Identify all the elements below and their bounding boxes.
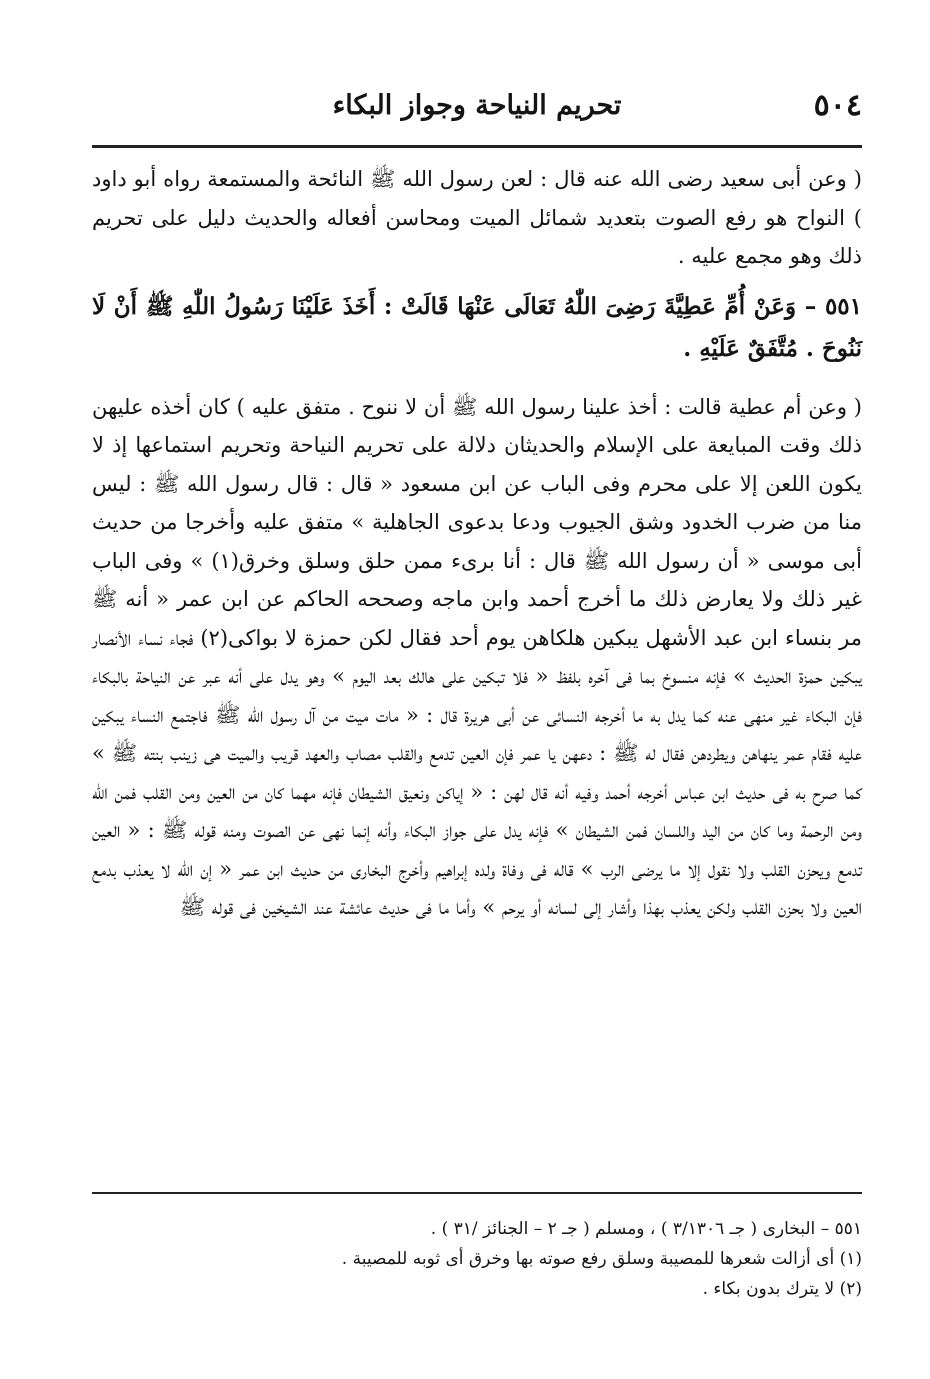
footnote-1: (١) أى أزالت شعرها للمصيبة وسلق رفع صوته بها وخرق أى ثوبه للمصيبة .	[341, 1249, 862, 1269]
footnote-source: ٥٥١ – البخارى ( جـ ٣/١٣٠٦ ) ، ومسلم ( جـ ٢ – الجنائز /٣١ ) .	[430, 1219, 862, 1239]
running-title: تحريم النياحة وجواز البكاء	[332, 90, 622, 121]
footnotes	[92, 1214, 862, 1304]
commentary-paragraph-1: ( وعن أبى سعيد رضى الله عنه قال : لعن رسول الله ﷺ النائحة والمستمعة رواه أبو داود ) النواح هو رفع الصوت بتعديد شمائل الميت ومحاسن أفعاله والحديث دليل على تحريم ذلك وهو مجمع عليه .	[92, 167, 862, 268]
hadith-551: ٥٥١ – وَعَنْ أُمِّ عَطِيَّةَ رَضِىَ اللّٰهُ تَعَالَى عَنْهَا قَالَتْ : أَخَذَ عَلَيْنَا رَسُولُ اللّٰهِ ﷺ أَنْ لَا نَنُوحَ . مُتَّفَقٌ عَلَيْهِ .	[92, 292, 862, 362]
main-text	[92, 160, 862, 927]
header-rule	[92, 145, 862, 148]
page-number: ٥٠٤	[813, 88, 862, 123]
footnote-rule	[92, 1192, 862, 1194]
footnote-2: (٢) لا يترك بدون بكاء .	[702, 1279, 862, 1299]
commentary-paragraph-2: ( وعن أم عطية قالت : أخذ علينا رسول الله ﷺ أن لا ننوح . متفق عليه ) كان أخذه عليهن ذلك وقت المبايعة على الإسلام والحديثان دلالة على تحريم النياحة وتحريم استماعها إذ لا يكون اللعن إلا على محرم وفى الباب عن ابن مسعود « قال : قال رسول الله ﷺ : ليس منا من ضرب الخدود وشق الجيوب ودعا بدعوى الجاهلية » متفق عليه وأخرجا من حديث أبى موسى « أن رسول الله ﷺ قال : أنا برىء ممن حلق وسلق وخرق(١) » وفى الباب غير ذلك ولا يعارض ذلك ما أخرج أحمد وابن ماجه وصححه الحاكم عن ابن عمر « أنه ﷺ مر بنساء ابن عبد الأشهل يبكين هلكاهن يوم أحد فقال لكن حمزة لا بواكى(٢) فجاء نساء الأنصار يبكين حمزة الحديث » فإنه منسوخ بما فى آخره بلفظ « فلا تبكين على هالك بعد اليوم » وهو يدل على أنه عبر عن النياحة بالبكاء فإن البكاء غير منهى عنه كما يدل به ما أخرجه النسائى عن أبى هريرة قال : « مات ميت من آل رسول الله ﷺ فاجتمع النساء يبكين عليه فقام عمر ينهاهن ويطردهن فقال له ﷺ : دعهن يا عمر فإن العين تدمع والقلب مصاب والعهد قريب والميت هى زينب بنته ﷺ » كما صرح به فى حديث ابن عباس أخرجه أحمد وفيه أنه قال لهن : « إياكن ونعيق الشيطان فإنه مهما كان من العين ومن القلب فمن الله ومن الرحمة وما كان من اليد واللسان فمن الشيطان » فإنه يدل على جواز البكاء وأنه إنما نهى عن الصوت ومنه قوله ﷺ : « العين تدمع ويحزن القلب ولا نقول إلا ما يرضى الرب » قاله فى وفاة ولده إبراهيم وأخرج البخارى من حديث ابن عمر « إن الله لا يعذب بدمع العين ولا بحزن القلب ولكن يعذب بهذا وأشار إلى لسانه أو يرحم » وأما ما فى حديث عائشة عند الشيخين فى قوله ﷺ	[92, 394, 862, 919]
page-header	[92, 88, 862, 136]
